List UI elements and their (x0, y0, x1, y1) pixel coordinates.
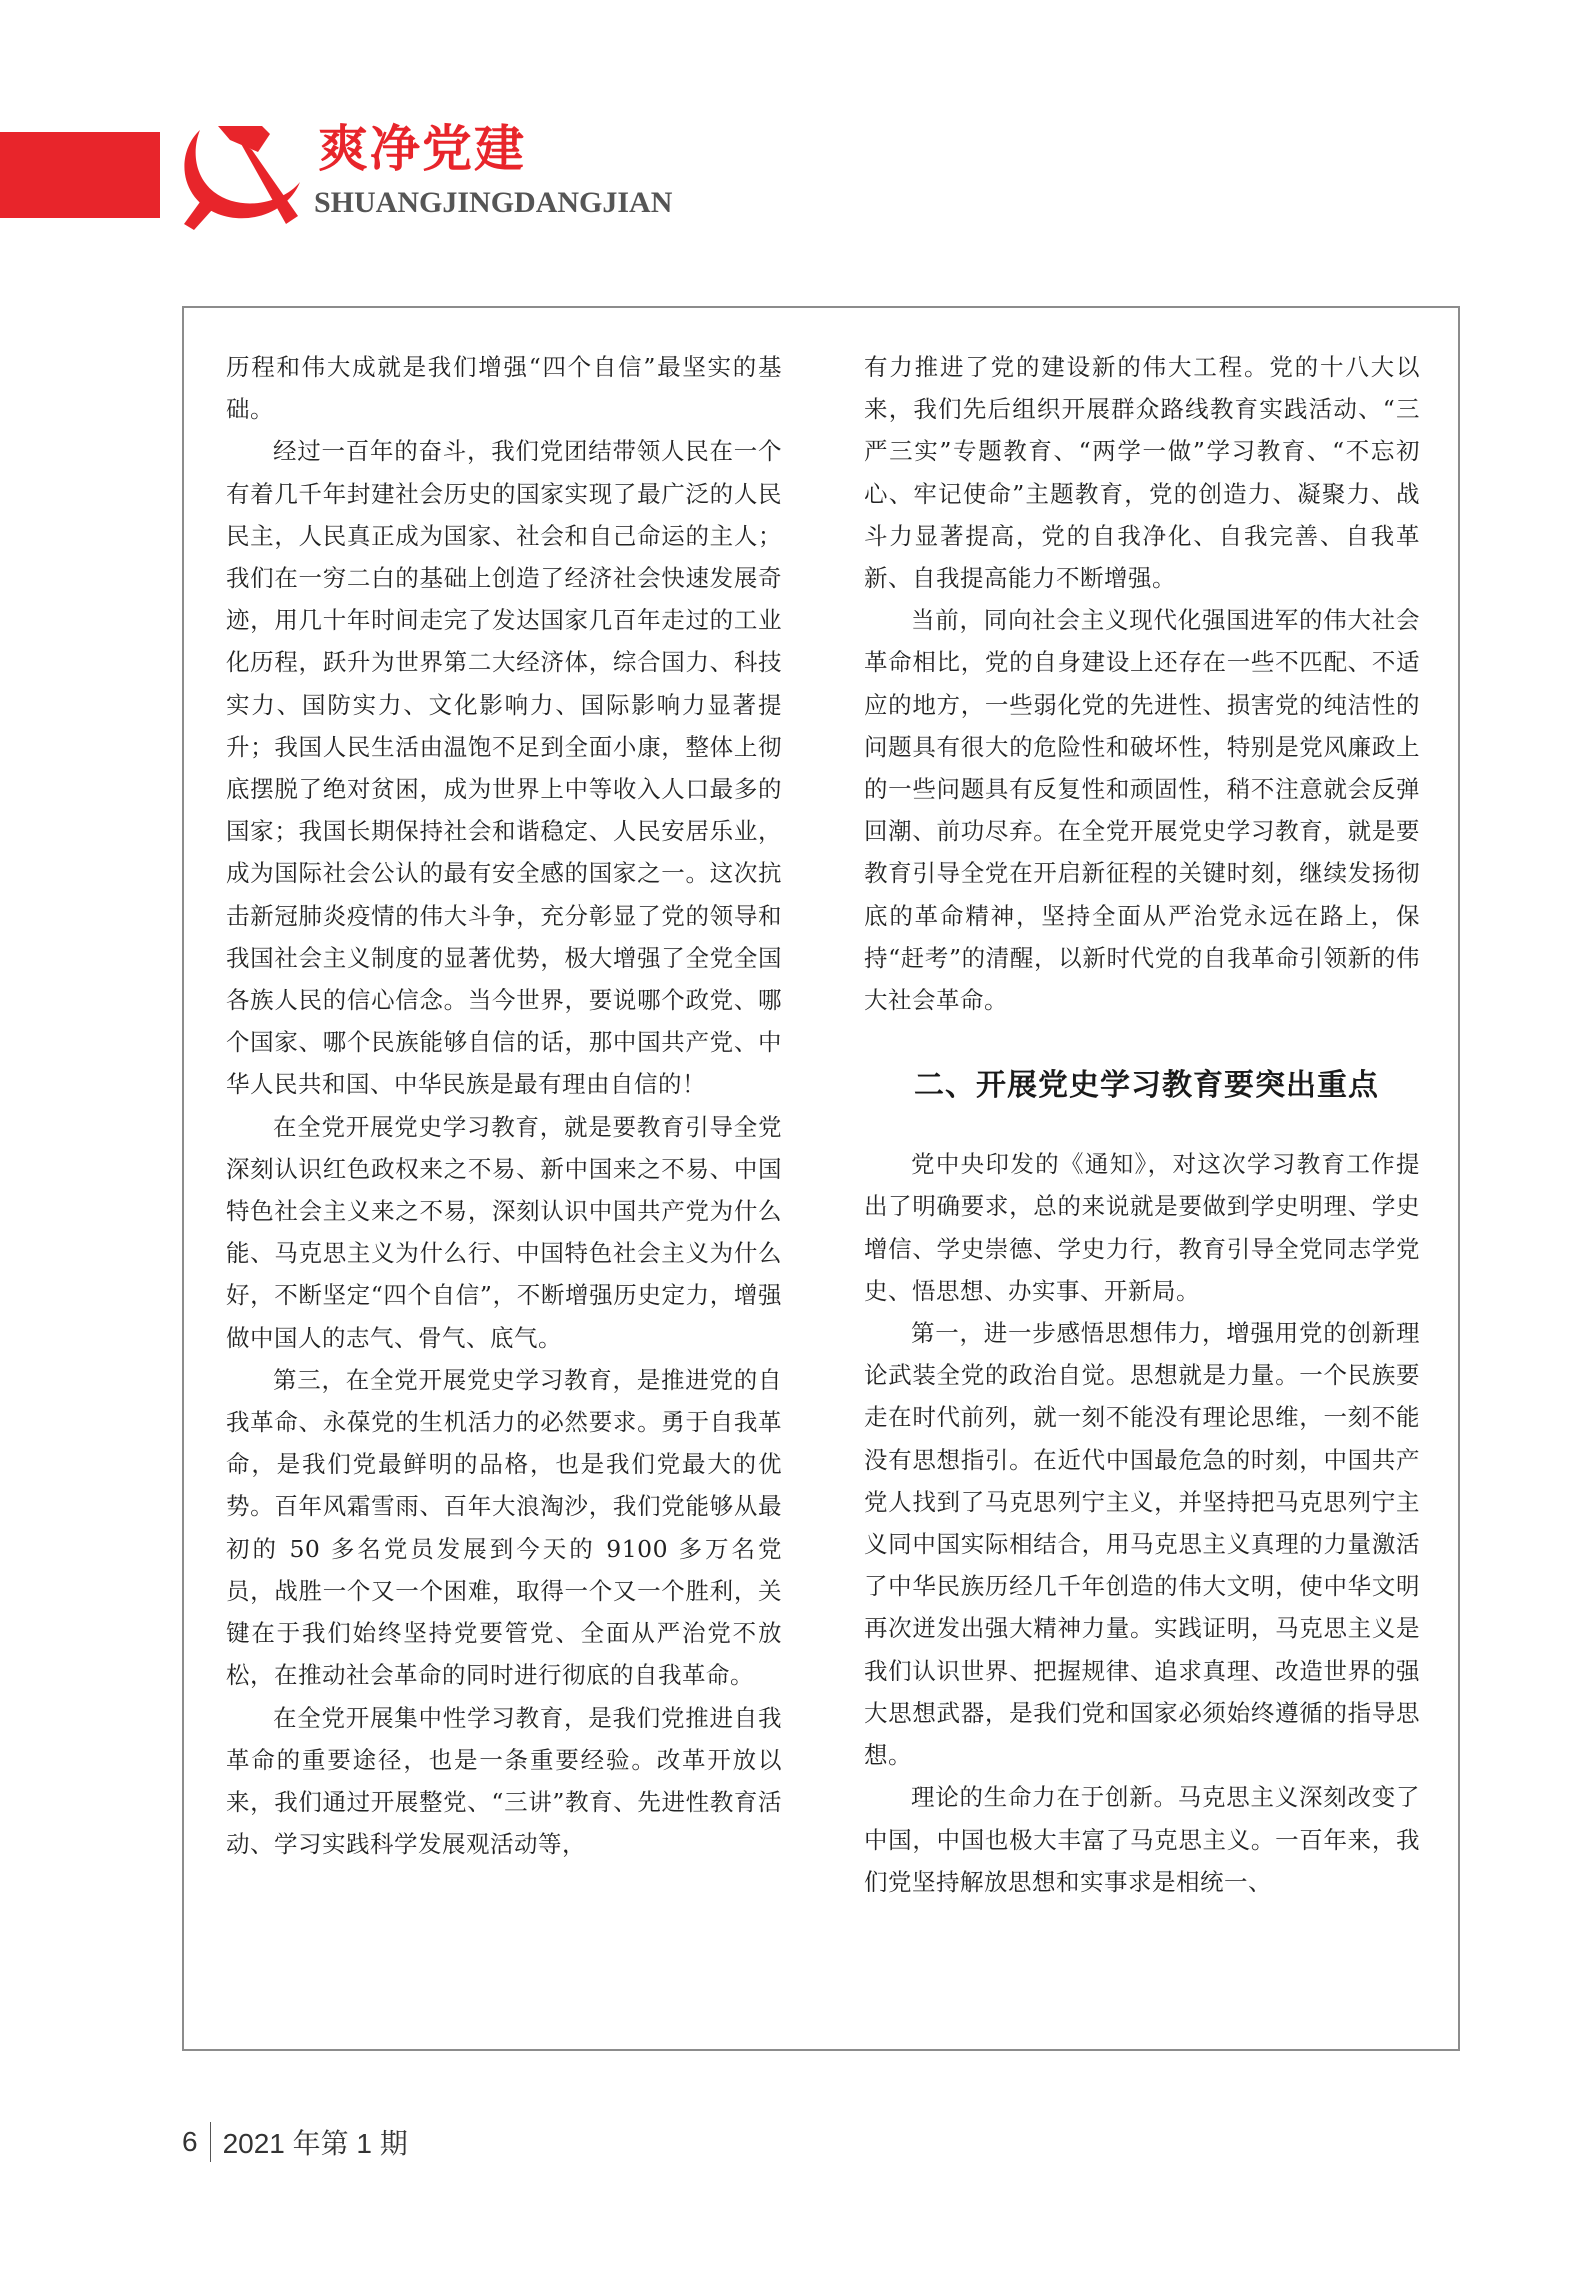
paragraph: 第一，进一步感悟思想伟力，增强用党的创新理论武装全党的政治自觉。思想就是力量。一个民族要走在时代前列，就一刻不能没有理论思维，一刻不能没有思想指引。在近代中国最危急的时刻，中国共产党人找到了马克思列宁主义，并坚持把马克思列宁主义同中国实际相结合，用马克思主义真理的力量激活了中华民族历经几千年创造的伟大文明，使中华文明再次迸发出强大精神力量。实践证明，马克思主义是我们认识世界、把握规律、追求真理、改造世界的强大思想武器，是我们党和国家必须始终遵循的指导思想。 (864, 1319, 1420, 1770)
hammer-and-sickle-icon (170, 112, 320, 232)
paragraph: 当前，同向社会主义现代化强国进军的伟大社会革命相比，党的自身建设上还存在一些不匹配、不适应的地方，一些弱化党的先进性、损害党的纯洁性的问题具有很大的危险性和破坏性，特别是党风廉政上的一些问题具有反复性和顽固性，稍不注意就会反弹回潮、前功尽弃。在全党开展党史学习教育，就是要教育引导全党在开启新征程的关键时刻，继续发扬彻底的革命精神，坚持全面从严治党永远在路上，保持“赶考”的清醒，以新时代党的自我革命引领新的伟大社会革命。 (864, 606, 1420, 1015)
paragraph: 党中央印发的《通知》，对这次学习教育工作提出了明确要求，总的来说就是要做到学史明理、学史增信、学史崇德、学史力行，教育引导全党同志学党史、悟思想、办实事、开新局。 (864, 1150, 1420, 1305)
paragraph: 历程和伟大成就是我们增强“四个自信”最坚实的基础。 (226, 353, 782, 424)
paragraph: 经过一百年的奋斗，我们党团结带领人民在一个有着几千年封建社会历史的国家实现了最广泛的人民民主，人民真正成为国家、社会和自己命运的主人；我们在一穷二白的基础上创造了经济社会快速发展奇迹，用几十年时间走完了发达国家几百年走过的工业化历程，跃升为世界第二大经济体，综合国力、科技实力、国防实力、文化影响力、国际影响力显著提升；我国人民生活由温饱不足到全面小康，整体上彻底摆脱了绝对贫困，成为世界上中等收入人口最多的国家；我国长期保持社会和谐稳定、人民安居乐业，成为国际社会公认的最有安全感的国家之一。这次抗击新冠肺炎疫情的伟大斗争，充分彰显了党的领导和我国社会主义制度的显著优势，极大增强了全党全国各族人民的信心信念。当今世界，要说哪个政党、哪个国家、哪个民族能够自信的话，那中国共产党、中华人民共和国、中华民族是最有理由自信的！ (226, 437, 782, 1099)
issue-label: 2021 年第 1 期 (222, 2128, 408, 2159)
article-frame (182, 306, 1460, 2051)
paragraph: 在全党开展党史学习教育，就是要教育引导全党深刻认识红色政权来之不易、新中国来之不易、中国特色社会主义来之不易，深刻认识中国共产党为什么能、马克思主义为什么行、中国特色社会主义为什么好，不断坚定“四个自信”，不断增强历史定力，增强做中国人的志气、骨气、底气。 (226, 1112, 782, 1352)
right-column (864, 346, 1420, 1903)
left-column (226, 346, 782, 1865)
header-red-band (0, 132, 160, 218)
paragraph: 在全党开展集中性学习教育，是我们党推进自我革命的重要途径，也是一条重要经验。改革开放以来，我们通过开展整党、“三讲”教育、先进性教育活动、学习实践科学发展观活动等， (226, 1703, 782, 1859)
paragraph: 理论的生命力在于创新。马克思主义深刻改变了中国，中国也极大丰富了马克思主义。一百年来，我们党坚持解放思想和实事求是相统一、 (864, 1783, 1420, 1896)
brand-title: 爽净党建 (318, 120, 526, 178)
brand-subtitle: SHUANGJINGDANGJIAN (314, 186, 673, 219)
paragraph: 有力推进了党的建设新的伟大工程。党的十八大以来，我们先后组织开展群众路线教育实践活动、“三严三实”专题教育、“两学一做”学习教育、“不忘初心、牢记使命”主题教育，党的创造力、凝聚力、战斗力显著提高，党的自我净化、自我完善、自我革新、自我提高能力不断增强。 (864, 353, 1420, 593)
page-footer (182, 2120, 408, 2164)
section-heading: 二、开展党史学习教育要突出重点 (914, 1068, 1379, 1104)
page-number: 6 (182, 2126, 198, 2157)
footer-divider (210, 2122, 211, 2162)
paragraph: 第三，在全党开展党史学习教育，是推进党的自我革命、永葆党的生机活力的必然要求。勇于自我革命，是我们党最鲜明的品格，也是我们党最大的优势。百年风霜雪雨、百年大浪淘沙，我们党能够从最初的 50 多名党员发展到今天的 9100 多万名党员，战胜一个又一个困难，取得一个又一个胜利，关键在于我们始终坚持党要管党、全面从严治党不放松，在推动社会革命的同时进行彻底的自我革命。 (226, 1365, 782, 1690)
